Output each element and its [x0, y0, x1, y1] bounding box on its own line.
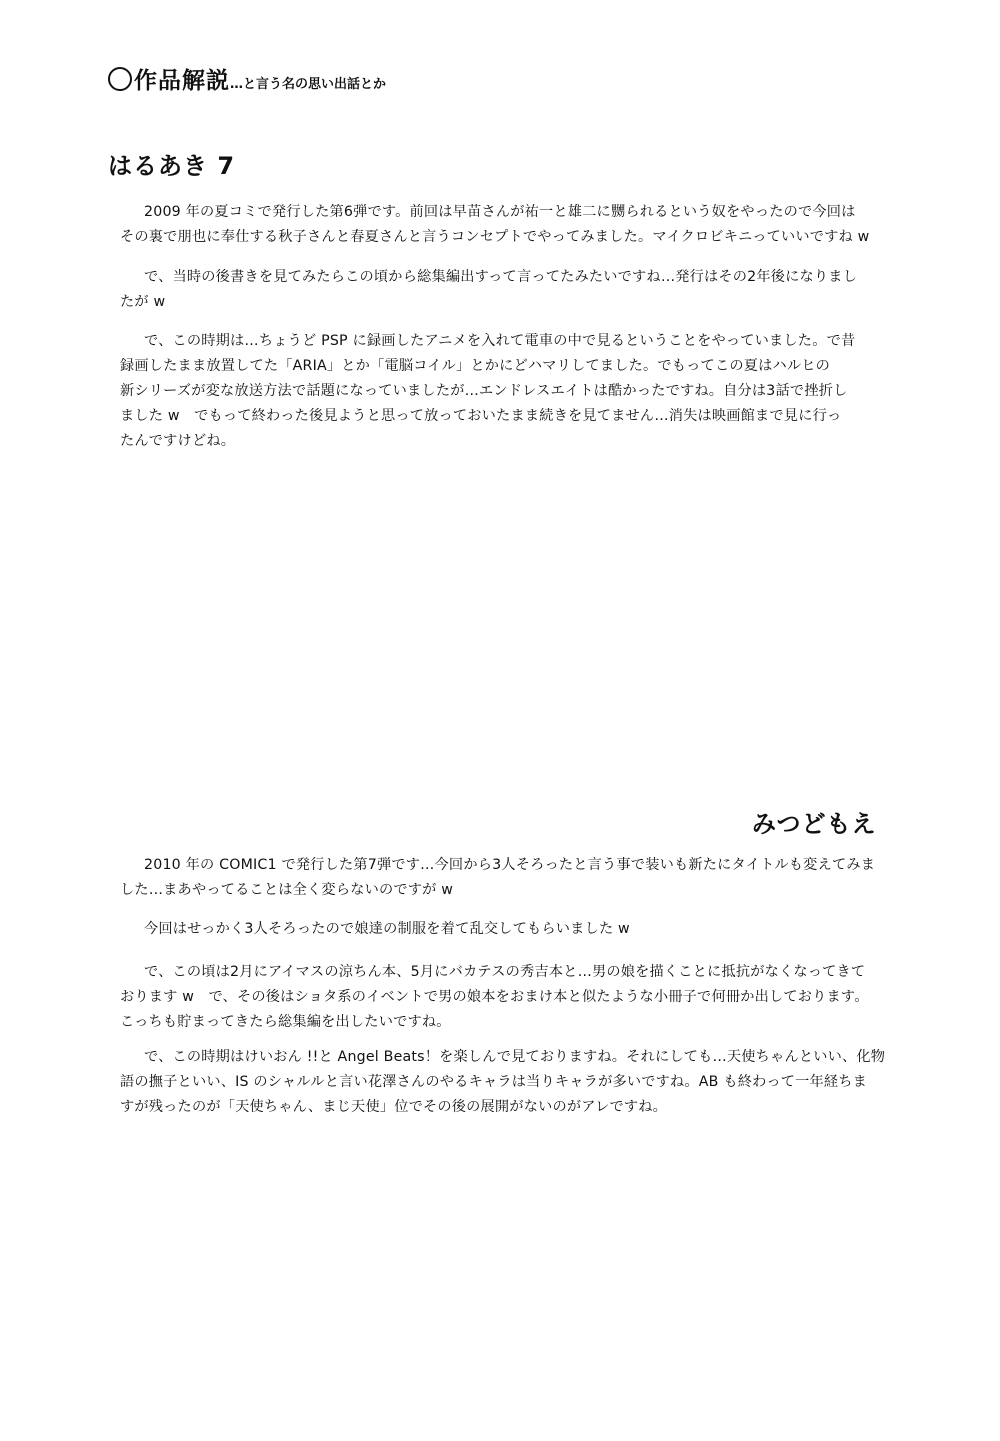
- text-line: おります w で、その後はショタ系のイベントで男の娘本をおまけ本と似たような小冊子で何冊か出しております。: [120, 989, 869, 1005]
- section2-paragraph-1: [120, 853, 932, 903]
- section-title-mitsudomoe: みつどもえ: [752, 810, 877, 838]
- text-line: すが残ったのが「天使ちゃん、まじ天使」位でその後の展開がないのがアレですね。: [120, 1099, 668, 1115]
- text-line: たが w: [120, 294, 166, 310]
- text-line: その裏で朋也に奉仕する秋子さんと春夏さんと言うコンセプトでやってみました。マイクロビキニっていいですね w: [120, 229, 870, 245]
- text-line: で、この時期はけいおん !!と Angel Beats！を楽しんで見ておりますね。それにしても…天使ちゃんといい、化物: [144, 1049, 886, 1065]
- text-line: ました w でもって終わった後見ようと思って放っておいたまま続きを見てません…消失は映画館まで見に行っ: [120, 408, 842, 424]
- section1-paragraph-3: [120, 329, 932, 454]
- text-line: 語の撫子といい、IS のシャルルと言い花澤さんのやるキャラは当りキャラが多いですね。AB も終わって一年経ちま: [120, 1074, 868, 1090]
- page-title: 作品解説: [134, 68, 230, 94]
- page-header: [108, 62, 386, 95]
- section2-paragraph-2: [120, 917, 932, 942]
- circle-icon: [108, 67, 132, 91]
- text-line: 新シリーズが変な放送方法で話題になっていましたが…エンドレスエイトは酷かったですね。自分は3話で挫折し: [120, 383, 848, 399]
- section2-paragraph-4: [120, 1045, 932, 1120]
- text-line: した…まあやってることは全く変らないのですが w: [120, 882, 454, 898]
- text-line: 今回はせっかく3人そろったので娘達の制服を着て乱交してもらいました w: [144, 921, 630, 937]
- text-line: 2009 年の夏コミで発行した第6弾です。前回は早苗さんが祐一と雄二に嬲られるという奴をやったので今回は: [144, 204, 856, 220]
- text-line: こっちも貯まってきたら総集編を出したいですね。: [120, 1014, 451, 1030]
- section2-paragraph-3: [120, 960, 932, 1035]
- section1-paragraph-1: [120, 200, 932, 250]
- text-line: で、この時期は…ちょうど PSP に録画したアニメを入れて電車の中で見るということをやっていました。で昔: [144, 333, 856, 349]
- section1-paragraph-2: [120, 265, 932, 315]
- text-line: たんですけどね。: [120, 433, 236, 449]
- text-line: 録画したまま放置してた「ARIA」とか「電脳コイル」とかにどハマリしてました。でもってこの夏はハルヒの: [120, 358, 831, 374]
- text-line: 2010 年の COMIC1 で発行した第7弾です…今回から3人そろったと言う事で装いも新たにタイトルも変えてみま: [144, 857, 876, 873]
- text-line: で、この頃は2月にアイマスの涼ちん本、5月にバカテスの秀吉本と…男の娘を描くことに抵抗がなくなってきて: [144, 964, 866, 980]
- page-subtitle: …と言う名の思い出話とか: [230, 77, 387, 92]
- text-line: で、当時の後書きを見てみたらこの頃から総集編出すって言ってたみたいですね…発行はその2年後になりまし: [144, 269, 858, 285]
- section-title-haruaki: はるあき 7: [108, 152, 236, 180]
